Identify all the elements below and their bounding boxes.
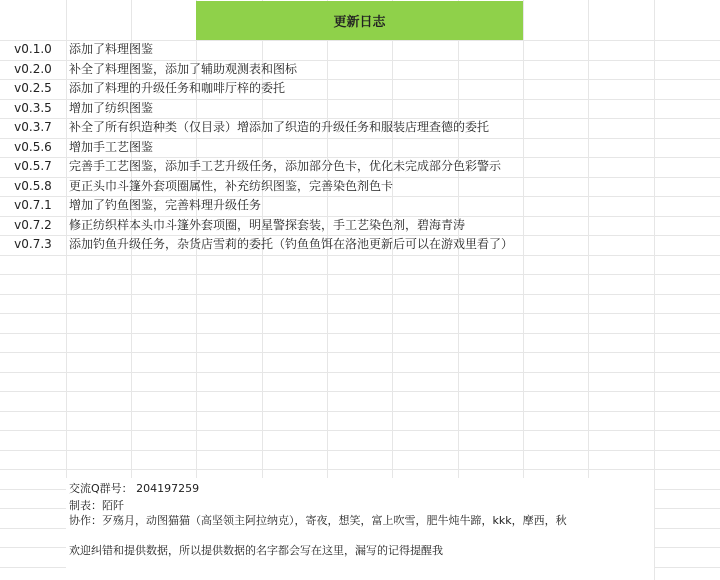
changelog-row[interactable] [0,235,720,254]
description-cell[interactable]: 补全了所有织造种类（仅目录）增添加了织造的升级任务和服装店理查德的委托 [69,120,490,134]
description-cell[interactable]: 增加了纺织图鉴 [69,100,154,115]
version-cell[interactable]: v0.2.5 [14,81,52,95]
version-cell[interactable]: v0.3.7 [14,120,52,134]
collaborators-text: 协作：歹殇月，动图猫猫（高坚领主阿拉纳克），寄夜，想笑，富上吹雪，肥牛炖牛蹄，kkk，摩西，秋 [69,514,567,527]
description-cell[interactable]: 补全了料理图鉴，添加了辅助观测表和图标 [69,61,298,76]
version-cell[interactable]: v0.7.1 [14,198,52,212]
changelog-row[interactable] [0,60,720,79]
changelog-row[interactable] [0,216,720,235]
changelog-row[interactable] [0,196,720,215]
version-cell[interactable]: v0.5.8 [14,178,52,193]
author-text: 制表：陌阡 [69,499,124,512]
description-cell[interactable]: 完善手工艺图鉴，添加手工艺升级任务，添加部分色卡，优化未完成部分色彩警示 [69,159,502,173]
changelog-title[interactable]: 更新日志 [196,1,523,40]
qq-group-text: 交流Q群号： 204197259 [69,482,200,495]
changelog-row[interactable] [0,177,720,196]
version-cell[interactable]: v0.3.5 [14,100,52,115]
description-cell[interactable]: 添加了料理图鉴 [69,42,154,56]
version-cell[interactable]: v0.5.6 [14,139,52,154]
description-cell[interactable]: 增加了钓鱼图鉴，完善料理升级任务 [69,198,262,212]
description-cell[interactable]: 添加钓鱼升级任务，杂货店雪莉的委托（钓鱼鱼饵在洛池更新后可以在游戏里看了） [69,237,514,251]
description-cell[interactable]: 修正纺织样本头巾斗篷外套项圈，明星警探套装，手工艺染色剂，碧海青涛 [69,217,466,232]
changelog-row[interactable] [0,157,720,176]
description-cell[interactable]: 增加手工艺图鉴 [69,139,154,154]
changelog-row[interactable] [0,138,720,157]
changelog-row[interactable] [0,79,720,98]
version-cell[interactable]: v0.2.0 [14,61,52,76]
version-cell[interactable]: v0.5.7 [14,159,52,173]
description-cell[interactable]: 添加了料理的升级任务和咖啡厅梓的委托 [69,81,286,95]
changelog-row[interactable] [0,118,720,137]
changelog-row[interactable] [0,99,720,118]
contribution-note: 欢迎纠错和提供数据，所以提供数据的名字都会写在这里，漏写的记得提醒我 [69,544,443,557]
version-cell[interactable]: v0.7.3 [14,237,52,251]
version-cell[interactable]: v0.7.2 [14,217,52,232]
description-cell[interactable]: 更正头巾斗篷外套项圈属性，补充纺织图鉴，完善染色剂色卡 [69,178,394,193]
version-cell[interactable]: v0.1.0 [14,42,52,56]
changelog-row[interactable] [0,40,720,59]
